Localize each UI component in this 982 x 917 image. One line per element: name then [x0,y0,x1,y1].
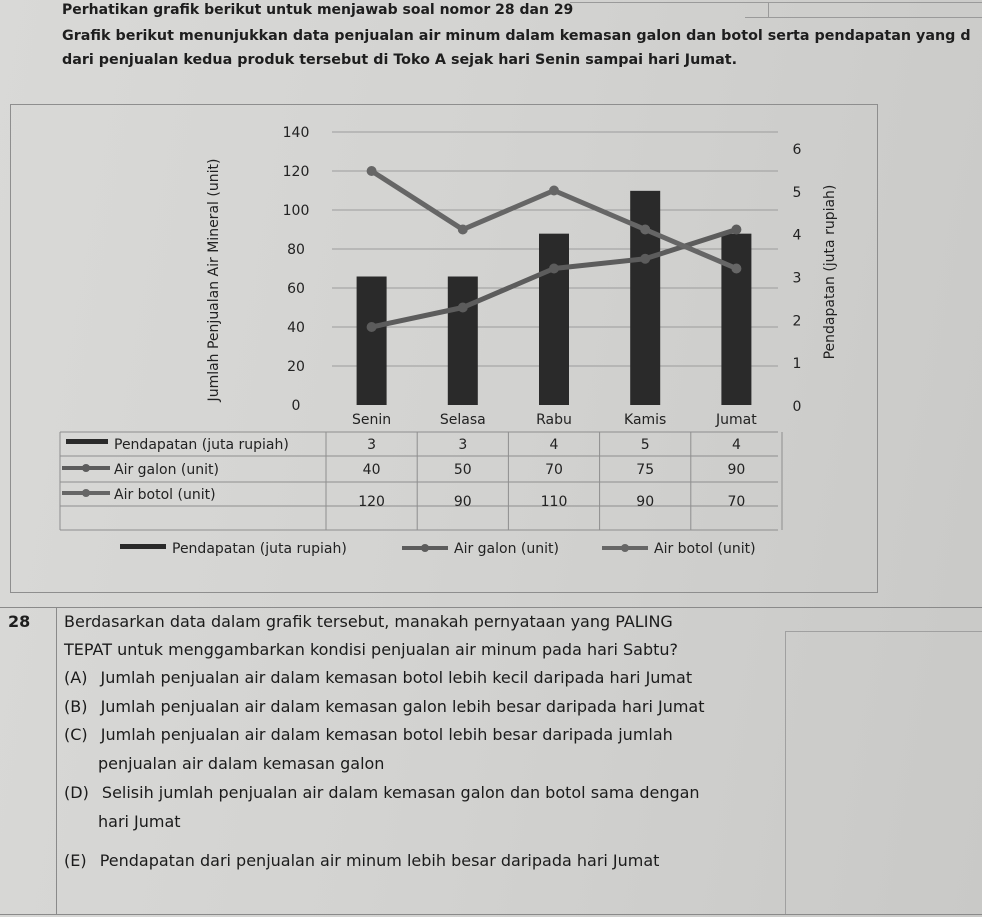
legend-label: Air galon (unit) [454,541,559,557]
right-axis-tick-label: 5 [792,184,802,201]
galon-point [367,322,377,332]
table-row-label: Pendapatan (juta rupiah) [114,437,289,453]
table-value: 70 [545,462,563,478]
botol-point [367,166,377,176]
option-letter: (B) [64,697,88,716]
option-d[interactable] [64,783,700,802]
option-text: Selisih jumlah penjualan air dalam kemasan galon dan botol sama dengan [101,783,700,802]
question-right-rule [785,631,982,632]
category-label: Kamis [624,412,667,428]
revenue-bar [539,234,569,405]
option-letter: (D) [64,783,89,802]
option-d-continuation: hari Jumat [98,812,181,831]
option-b[interactable] [64,697,705,716]
galon-point [549,264,559,274]
legend-label: Pendapatan (juta rupiah) [172,541,347,557]
table-legend-key [66,439,108,444]
table-value: 4 [549,437,559,453]
table-value: 70 [727,494,746,510]
option-text: Jumlah penjualan air dalam kemasan botol lebih kecil daripada hari Jumat [100,668,693,687]
question-stem-line: Berdasarkan data dalam grafik tersebut, manakah pernyataan yang PALING [64,612,673,631]
right-axis-tick-label: 6 [792,142,802,158]
question-number-divider [56,607,57,914]
left-axis-tick-label: 140 [282,125,310,141]
botol-point [549,186,559,196]
option-letter: (A) [64,668,88,687]
galon-point [731,225,741,235]
table-value: 4 [731,437,741,453]
right-axis-tick-label: 1 [792,356,802,373]
table-value: 90 [727,462,746,478]
botol-point [640,225,650,235]
table-row-label: Air botol (unit) [114,487,216,503]
table-value: 90 [636,494,655,510]
table-value: 3 [458,437,468,453]
category-label: Senin [352,412,392,428]
table-value: 110 [540,494,568,510]
legend-key-marker [621,544,629,552]
table-value: 40 [362,462,381,478]
option-e[interactable] [64,851,659,870]
table-value: 5 [640,437,650,453]
revenue-bar [721,234,751,405]
option-text: Jumlah penjualan air dalam kemasan botol lebih besar daripada jumlah [100,725,673,744]
botol-point [731,264,741,274]
option-text: Pendapatan dari penjualan air minum lebih besar daripada hari Jumat [99,851,660,870]
question-number: 28 [8,612,31,631]
table-value: 75 [636,462,655,478]
question-top-rule [0,607,982,608]
galon-point [458,303,468,313]
table-value: 50 [453,462,472,478]
option-letter: (C) [64,725,88,744]
right-axis-tick-label: 0 [792,399,802,415]
question-stem-line: TEPAT untuk menggambarkan kondisi penjualan air minum pada hari Sabtu? [64,640,679,659]
category-label: Selasa [439,412,486,428]
option-c-continuation: penjualan air dalam kemasan galon [98,754,385,773]
table-legend-key-marker [82,489,90,497]
botol-point [458,225,468,235]
right-axis-tick-label: 3 [792,270,802,287]
left-axis-tick-label: 20 [287,359,305,375]
question-right-divider [785,631,786,914]
table-row-label: Air galon (unit) [114,462,219,478]
legend-key-marker [421,544,429,552]
legend-label: Air botol (unit) [654,541,756,557]
revenue-bar [448,277,478,406]
table-value: 3 [367,437,377,453]
right-axis-title: Pendapatan (juta rupiah) [822,184,838,360]
revenue-bar [357,277,387,406]
left-axis-title: Jumlah Penjualan Air Mineral (unit) [206,158,222,402]
option-text: Jumlah penjualan air dalam kemasan galon lebih besar daripada hari Jumat [100,697,705,716]
table-value: 120 [358,494,385,510]
option-letter: (E) [64,851,87,870]
left-axis-tick-label: 40 [287,320,305,336]
right-axis-tick-label: 4 [792,227,802,244]
option-a[interactable] [64,668,692,687]
intro-heading: Perhatikan grafik berikut untuk menjawab soal nomor 28 dan 29 [62,2,574,18]
left-axis-tick-label: 0 [291,398,301,414]
left-axis-tick-label: 120 [282,164,310,180]
left-axis-tick-label: 100 [282,203,310,219]
intro-text-line: Grafik berikut menunjukkan data penjualan air minum dalam kemasan galon dan botol serta pendapatan yang d [62,28,971,44]
left-axis-tick-label: 80 [287,242,305,258]
legend-key [120,544,166,549]
question-bottom-rule [0,914,982,915]
table-value: 90 [453,494,472,510]
category-label: Rabu [536,412,572,428]
left-axis-tick-label: 60 [287,281,305,297]
right-axis-tick-label: 2 [792,313,802,330]
option-c[interactable] [64,725,673,744]
galon-point [640,254,650,264]
intro-text-line: dari penjualan kedua produk tersebut di Toko A sejak hari Senin sampai hari Jumat. [62,52,738,68]
category-label: Jumat [716,412,757,428]
table-legend-key-marker [82,464,90,472]
